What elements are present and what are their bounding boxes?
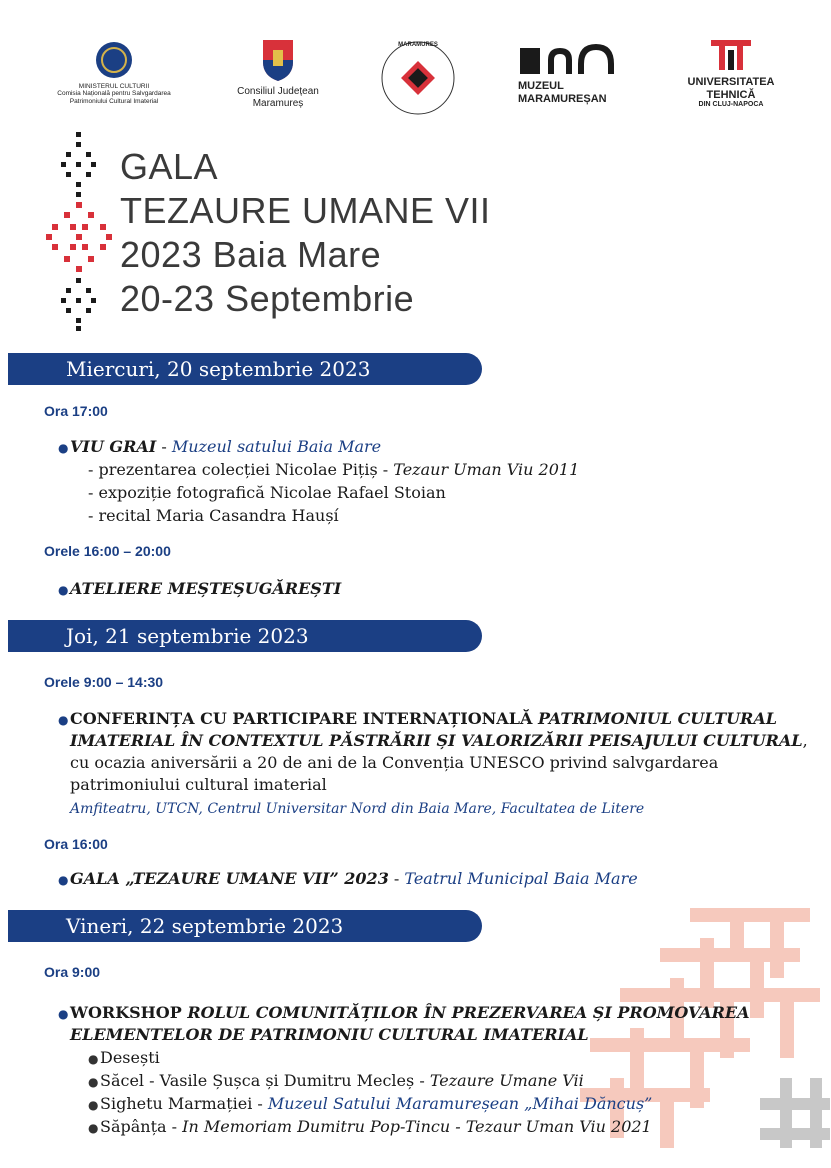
bullet-icon: ● (58, 1007, 69, 1021)
place-name: Săpânța - (100, 1117, 183, 1136)
heritage-center-emblem-icon (380, 40, 456, 116)
place-item (88, 1047, 160, 1070)
bullet-icon: ● (58, 583, 69, 597)
folk-motif-icon (44, 132, 114, 332)
event-gala (58, 868, 638, 891)
title-line-2: TEZAURE UMANE VII (120, 190, 491, 231)
museum-logo (518, 42, 618, 110)
event-title: ATELIERE MEȘTEȘUGĂREȘTI (70, 579, 342, 598)
bullet-icon: ● (88, 1052, 99, 1066)
title-line-4: 20-23 Septembrie (120, 278, 415, 319)
ministry-commission: Comisia Națională pentru Salvgardarea (57, 90, 171, 98)
place-item (88, 1093, 652, 1116)
place-note: Muzeul Satului Maramureșean „Mihai Dăncuș” (267, 1094, 653, 1113)
event-venue: Muzeul satului Baia Mare (171, 437, 382, 456)
ws-line-2 (70, 1024, 589, 1046)
county-shield-icon (261, 38, 295, 82)
title-line-3: 2023 Baia Mare (120, 234, 382, 275)
bullet-icon: ● (58, 441, 69, 455)
ministry-emblem-icon (94, 40, 134, 80)
place-item (88, 1116, 652, 1139)
comma: , (802, 731, 808, 750)
university-name-3: DIN CLUJ-NAPOCA (698, 101, 764, 109)
day-banner-wednesday: Miercuri, 20 septembrie 2023 (8, 353, 482, 385)
ministry-logo (44, 40, 184, 115)
place-item (88, 1070, 584, 1093)
ws-label: WORKSHOP (70, 1003, 188, 1022)
bullet-icon: ● (58, 873, 69, 887)
place-note-2: - Tezaur Uman Viu 2021 (450, 1117, 652, 1136)
separator: - (388, 869, 405, 888)
ws-theme-2: ELEMENTELOR DE PATRIMONIU CULTURAL IMATERIAL (70, 1025, 589, 1044)
sub-item: - recital Maria Casandra Haușí (88, 506, 339, 525)
county-region: Maramureș (252, 97, 304, 109)
sub-item (88, 459, 579, 481)
ministry-commission-2: Patrimoniului Cultural Imaterial (69, 97, 159, 105)
event-workshop (58, 1002, 750, 1025)
title-line-1: GALA (120, 146, 219, 187)
conf-line-2 (70, 730, 808, 752)
conf-venue: Amfiteatru, UTCN, Centrul Universitar Nord din Baia Mare, Facultatea de Litere (70, 801, 645, 817)
gala-venue: Teatrul Municipal Baia Mare (404, 869, 638, 888)
sub-item: - expoziție fotografică Nicolae Rafael Stoian (88, 483, 446, 502)
day-banner-thursday: Joi, 21 septembrie 2023 (8, 620, 482, 652)
conf-title: CONFERINȚA CU PARTICIPARE INTERNAȚIONALĂ (70, 709, 538, 728)
center-logo (380, 40, 456, 116)
event-conference (58, 708, 777, 731)
county-name: Consiliul Județean (237, 86, 319, 97)
time-label: Orele 16:00 – 20:00 (44, 543, 171, 559)
museum-arch-icon (520, 42, 616, 76)
place-name: Sighetu Marmației - (100, 1094, 268, 1113)
county-logo (236, 38, 320, 118)
ministry-name: MINISTERUL CULTURII (78, 83, 150, 90)
sub-italic: Tezaur Uman Viu 2011 (393, 460, 580, 479)
center-logo-text: MARAMUREȘ (398, 42, 438, 48)
utcn-emblem-icon (711, 40, 751, 72)
conf-theme-2: IMATERIAL ÎN CONTEXTUL PĂSTRĂRII ȘI VALORIZĂRII PEISAJULUI CULTURAL (70, 731, 803, 750)
gala-title: GALA „TEZAURE UMANE VII” 2023 (70, 869, 389, 888)
time-label: Orele 9:00 – 14:30 (44, 674, 164, 690)
place-name: Desești (100, 1048, 160, 1067)
time-label: Ora 16:00 (44, 836, 108, 852)
ws-theme: ROLUL COMUNITĂȚILOR ÎN PREZERVAREA ȘI PROMOVAREA (187, 1003, 750, 1022)
conf-line-3: cu ocazia aniversării a 20 de ani de la Convenția UNESCO privind salvgardarea (70, 753, 719, 772)
bullet-icon: ● (88, 1121, 99, 1135)
event-title: VIU GRAI (70, 437, 157, 456)
place-note: Tezaure Umane Vii (429, 1071, 584, 1090)
university-name-2: TEHNICĂ (706, 88, 756, 101)
university-logo (676, 40, 786, 114)
conf-line-4: patrimoniului cultural imaterial (70, 775, 327, 794)
time-label: Ora 9:00 (44, 964, 101, 980)
event-ateliere (58, 578, 341, 601)
sub-text: - prezentarea colecției Nicolae Pițiș - (88, 460, 394, 479)
university-name-1: UNIVERSITATEA (687, 76, 775, 88)
place-note: In Memoriam Dumitru Pop-Tincu (182, 1117, 451, 1136)
event-viu-grai (58, 436, 381, 459)
time-label: Ora 17:00 (44, 403, 108, 419)
bullet-icon: ● (88, 1075, 99, 1089)
separator: - (156, 437, 172, 456)
museum-name-1: MUZEUL (518, 80, 564, 92)
conf-theme: PATRIMONIUL CULTURAL (537, 709, 778, 728)
bullet-icon: ● (58, 713, 69, 727)
bullet-icon: ● (88, 1098, 99, 1112)
day-banner-friday: Vineri, 22 septembrie 2023 (8, 910, 482, 942)
place-name: Săcel - Vasile Șușca și Dumitru Mecleș - (100, 1071, 430, 1090)
museum-name-2: MARAMUREȘAN (518, 92, 607, 105)
